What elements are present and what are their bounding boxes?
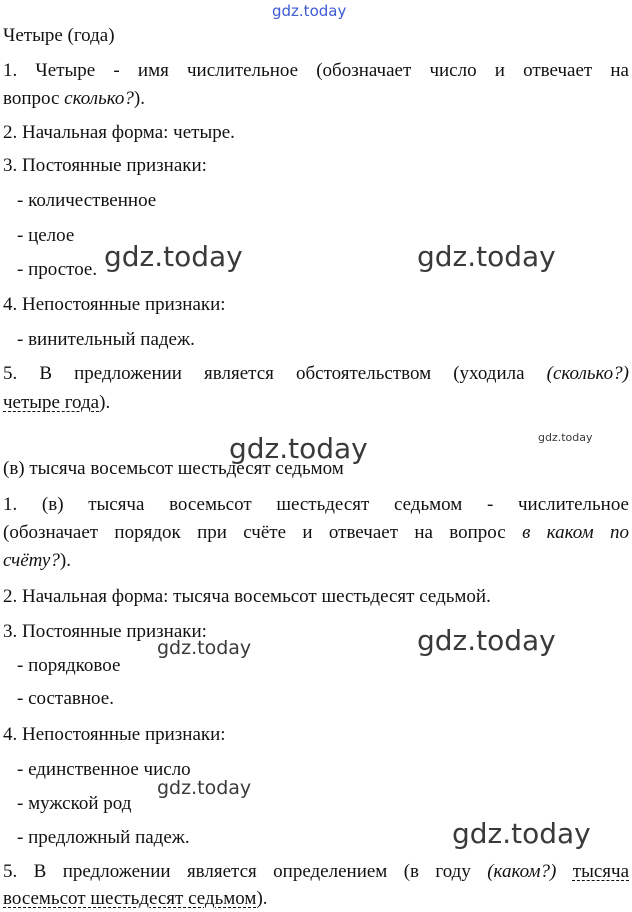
text: 5. В предложении является обстоятельством (уходила <box>3 363 547 384</box>
text: ). <box>256 888 268 909</box>
question-italic: (сколько?) <box>546 363 629 384</box>
list-item: - целое <box>17 225 75 246</box>
section1-point5-line1 <box>3 363 629 385</box>
list-item: - простое. <box>17 259 98 280</box>
list-item: - порядковое <box>17 655 121 676</box>
section2-point1-line3 <box>3 550 71 572</box>
section1-point1-line1: 1. Четыре - имя числительное (обозначает число и отвечает на <box>3 60 629 81</box>
underlined-phrase: восемьсот шестьдесят седьмом <box>3 888 257 909</box>
watermark: gdz.today <box>104 240 243 273</box>
section2-point1-line2 <box>3 522 629 544</box>
text: (обозначает порядок при счёте и отвечает на вопрос <box>3 522 523 543</box>
underlined-phrase: тысяча <box>572 861 630 882</box>
watermark: gdz.today <box>157 777 252 799</box>
section1-heading: Четыре (года) <box>3 25 115 46</box>
section2-point2: 2. Начальная форма: тысяча восемьсот шестьдесят седьмой. <box>3 586 491 607</box>
watermark: gdz.today <box>229 432 368 465</box>
section1-point1-line2 <box>3 88 145 110</box>
watermark: gdz.today <box>452 817 591 850</box>
text: ). <box>99 392 111 413</box>
list-item: - составное. <box>17 688 114 709</box>
question-italic: сколько? <box>64 88 134 109</box>
list-item: - мужской род <box>17 793 132 814</box>
watermark-small: gdz.today <box>538 431 593 444</box>
text: вопрос <box>3 88 65 109</box>
question-italic: счёту? <box>3 550 60 571</box>
question-italic: (каком?) <box>487 861 557 882</box>
section2-heading: (в) тысяча восемьсот шестьдесят седьмом <box>3 458 344 479</box>
section2-point5-line2 <box>3 888 268 910</box>
list-item: - винительный падеж. <box>17 329 195 350</box>
section1-point5-line2 <box>3 392 110 414</box>
watermark-top: gdz.today <box>272 2 347 20</box>
list-item: - предложный падеж. <box>17 827 190 848</box>
section1-point2: 2. Начальная форма: четыре. <box>3 122 235 143</box>
watermark: gdz.today <box>157 637 252 659</box>
list-item: - единственное число <box>17 759 191 780</box>
section2-point5-line1 <box>3 861 629 883</box>
text: ). <box>133 88 145 109</box>
text: 5. В предложении является определением (в году <box>3 861 488 882</box>
section2-point4: 4. Непостоянные признаки: <box>3 724 226 745</box>
watermark: gdz.today <box>417 624 556 657</box>
watermark: gdz.today <box>417 240 556 273</box>
section1-point4: 4. Непостоянные признаки: <box>3 294 226 315</box>
section2-point1-line1: 1. (в) тысяча восемьсот шестьдесят седьмом - числительное <box>3 494 629 515</box>
section1-point3: 3. Постоянные признаки: <box>3 155 207 176</box>
question-italic: в каком по <box>522 522 629 543</box>
text: ). <box>59 550 71 571</box>
underlined-phrase: четыре года <box>3 392 100 413</box>
list-item: - количественное <box>17 190 157 211</box>
section2-point3: 3. Постоянные признаки: <box>3 621 207 642</box>
